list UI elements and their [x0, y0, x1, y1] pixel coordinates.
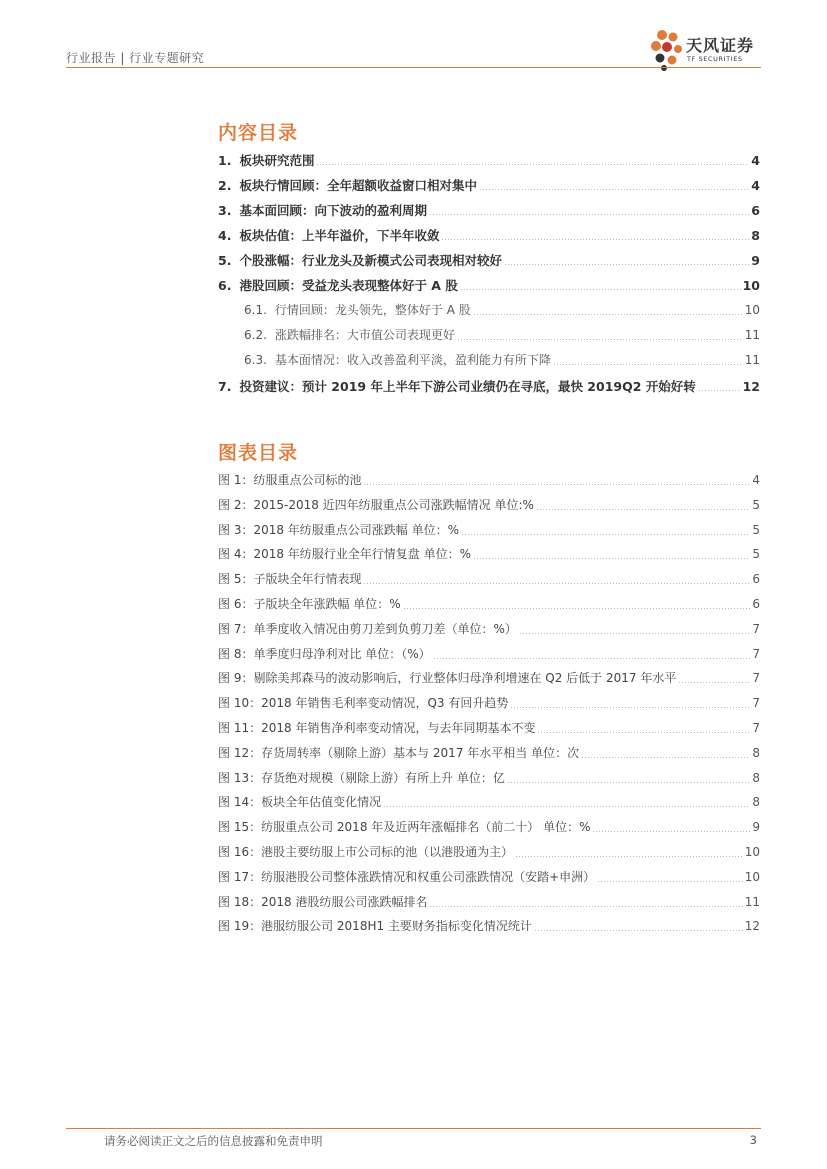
toc-entry[interactable] — [218, 176, 760, 194]
figure-entry-page: 5 — [752, 497, 760, 512]
toc-entry-page: 10 — [744, 303, 760, 317]
dot-leader — [515, 856, 743, 857]
toc-entry[interactable] — [244, 351, 760, 369]
figure-entry[interactable] — [218, 620, 760, 638]
toc-entry-num: 6.2. — [244, 328, 267, 342]
logo-flower-icon — [648, 27, 688, 71]
figure-entry-num: 图 17： — [218, 869, 262, 884]
figure-entry-num: 图 5： — [218, 572, 254, 587]
figure-entry-num: 图 11： — [218, 721, 262, 735]
toc-entry-page: 4 — [751, 153, 760, 168]
dot-leader — [537, 732, 750, 733]
figure-entry-page: 5 — [752, 522, 760, 537]
figure-entry-num: 图 8： — [218, 646, 254, 661]
figure-entry-title: 2018 年纺服行业全年行情复盘 单位：% — [253, 547, 472, 562]
figure-entry-page: 7 — [752, 621, 760, 636]
figure-entry-page: 7 — [752, 696, 760, 711]
figure-entry-title: 纺服重点公司标的池 — [253, 473, 362, 487]
header-category: 行业报告 | 行业专题研究 — [66, 51, 205, 65]
figure-entry-num: 图 6： — [218, 597, 254, 611]
toc-entry-page: 11 — [744, 353, 760, 367]
toc-entry-title: 板块估值：上半年溢价，下半年收敛 — [239, 228, 440, 243]
toc-entry-num: 6.3. — [244, 353, 267, 367]
toc-entry-page: 10 — [742, 278, 760, 293]
toc-title: 内容目录 — [218, 122, 299, 144]
figure-entry[interactable] — [218, 868, 760, 886]
figure-entry-page: 8 — [752, 745, 760, 760]
figure-entry-title: 存货周转率（剔除上游）基本与 2017 年水平相当 单位：次 — [261, 745, 580, 760]
figure-entry-page: 4 — [752, 473, 760, 487]
toc-entry-num: 6. — [218, 278, 232, 293]
figure-entry-num: 图 14： — [218, 795, 262, 810]
dot-leader — [316, 164, 749, 165]
toc-entry-page: 9 — [751, 253, 760, 268]
figure-entry-num: 图 12： — [218, 745, 262, 760]
dot-leader — [429, 214, 749, 215]
toc-entry-title: 行情回顾：龙头领先，整体好于 A 股 — [274, 303, 471, 317]
dot-leader — [383, 806, 750, 807]
toc-entry-title: 板块研究范围 — [239, 153, 315, 168]
toc-entry-num: 4. — [218, 228, 232, 243]
figure-entry-title: 2015-2018 近四年纺服重点公司涨跌幅情况 单位:% — [253, 497, 534, 512]
dot-leader — [553, 364, 743, 365]
dot-leader — [363, 484, 750, 485]
figure-entry-title: 2018 港股纺服公司涨跌幅排名 — [261, 894, 428, 909]
toc-entry-num: 2. — [218, 178, 232, 193]
dot-leader — [698, 390, 741, 391]
figure-entry-num: 图 18： — [218, 894, 262, 909]
dot-leader — [504, 264, 749, 265]
figure-entry-num: 图 4： — [218, 547, 254, 562]
figure-entry-num: 图 2： — [218, 497, 254, 512]
figure-entry[interactable] — [218, 744, 760, 762]
figure-entry-title: 板块全年估值变化情况 — [261, 795, 382, 810]
figure-entry-title: 2018 年销售净利率变动情况，与去年同期基本不变 — [261, 721, 536, 735]
toc-entry-page: 4 — [751, 178, 760, 193]
dot-leader — [678, 682, 750, 683]
dot-leader — [433, 658, 751, 659]
figure-entry[interactable] — [218, 694, 760, 712]
toc-entry-title: 基本面回顾：向下波动的盈利周期 — [239, 203, 427, 218]
figure-entry-page: 8 — [752, 770, 760, 785]
toc-entry-num: 3. — [218, 203, 232, 218]
figure-entry[interactable] — [218, 793, 760, 811]
dot-leader — [429, 906, 742, 907]
figure-entry-page: 7 — [752, 721, 760, 735]
dot-leader — [581, 757, 750, 758]
figure-entry[interactable] — [218, 570, 760, 588]
figure-entry-num: 图 1： — [218, 473, 254, 487]
dot-leader — [507, 782, 750, 783]
figure-entry-title: 剔除美邦森马的波动影响后，行业整体归母净利增速在 Q2 后低于 2017 年水平 — [253, 671, 677, 686]
toc-entry-page: 6 — [751, 203, 760, 218]
dot-leader — [457, 339, 743, 340]
dot-leader — [479, 189, 749, 190]
header-divider — [66, 67, 761, 68]
figure-entry[interactable] — [218, 893, 760, 911]
figure-entry-page: 9 — [752, 820, 760, 835]
dot-leader — [403, 608, 751, 609]
figure-entry[interactable] — [218, 521, 760, 539]
dot-leader — [441, 239, 749, 240]
figure-entry-num: 图 9： — [218, 671, 254, 686]
dot-leader — [597, 881, 743, 882]
toc-entry-num: 7. — [218, 379, 232, 394]
figure-entry-page: 6 — [752, 597, 760, 611]
figure-entry-page: 5 — [752, 547, 760, 562]
figure-entry-page: 12 — [744, 919, 760, 934]
dot-leader — [473, 314, 743, 315]
figure-entry-page: 6 — [752, 572, 760, 587]
toc-entry-page: 8 — [751, 228, 760, 243]
figure-entry-num: 图 16： — [218, 845, 262, 859]
figure-entry-num: 图 13： — [218, 770, 262, 785]
footer-disclaimer: 请务必阅读正文之后的信息披露和免责申明 — [104, 1134, 323, 1148]
figure-entry[interactable] — [218, 545, 760, 563]
toc-entry-num: 5. — [218, 253, 232, 268]
figure-entry[interactable] — [218, 471, 760, 489]
toc-entry[interactable] — [218, 151, 760, 169]
toc-entry-num: 1. — [218, 153, 232, 168]
toc-entry-title: 涨跌幅排名：大市值公司表现更好 — [274, 328, 455, 342]
figure-entry-title: 子版块全年涨跌幅 单位：% — [253, 597, 401, 611]
toc-entry[interactable] — [244, 301, 760, 319]
figure-entry-title: 单季度收入情况由剪刀差到负剪刀差（单位：%） — [253, 621, 517, 636]
dot-leader — [519, 633, 751, 634]
toc-entry-page: 12 — [742, 379, 760, 394]
figure-entry[interactable] — [218, 645, 760, 663]
dot-leader — [510, 707, 750, 708]
figure-entry[interactable] — [218, 917, 760, 935]
footer-divider — [66, 1128, 761, 1129]
figure-entry-num: 图 3： — [218, 522, 254, 537]
toc-entry-num: 6.1. — [244, 303, 267, 317]
figure-entry-title: 港服纺服公司 2018H1 主要财务指标变化情况统计 — [261, 919, 532, 934]
figure-entry-title: 2018 年销售毛利率变动情况，Q3 有回升趋势 — [261, 696, 509, 711]
figure-entry[interactable] — [218, 669, 760, 687]
toc-entry-title: 基本面情况：收入改善盈利平淡，盈利能力有所下降 — [274, 353, 551, 367]
dot-leader — [460, 289, 741, 290]
dot-leader — [536, 509, 750, 510]
toc-entry-title: 个股涨幅：行业龙头及新模式公司表现相对较好 — [239, 253, 502, 268]
figure-entry-title: 2018 年纺服重点公司涨跌幅 单位：% — [253, 522, 460, 537]
toc-entry-title: 投资建议：预计 2019 年上半年下游公司业绩仍在寻底，最快 2019Q2 开始好转 — [239, 379, 696, 394]
figure-entry-num: 图 19： — [218, 919, 262, 934]
figure-entry[interactable] — [218, 843, 760, 861]
figure-entry-title: 纺服港股公司整体涨跌情况和权重公司涨跌情况（安踏+申洲） — [261, 869, 596, 884]
figure-entry-title: 港股主要纺服上市公司标的池（以港股通为主） — [261, 845, 514, 859]
dot-leader — [363, 583, 750, 584]
brand-name-cn: 天风证券 — [686, 36, 755, 55]
figure-entry[interactable] — [218, 769, 760, 787]
figure-entry[interactable] — [218, 719, 760, 737]
figures-title: 图表目录 — [218, 442, 299, 464]
figure-entry-num: 图 7： — [218, 621, 254, 636]
page-number: 3 — [749, 1133, 757, 1147]
toc-entry[interactable] — [244, 326, 760, 344]
brand-name-en: TF SECURITIES — [687, 55, 743, 63]
toc-entry-title: 板块行情回顾：全年超额收益窗口相对集中 — [239, 178, 477, 193]
dot-leader — [592, 831, 750, 832]
toc-entry[interactable] — [218, 226, 760, 244]
figure-entry[interactable] — [218, 595, 760, 613]
company-logo — [648, 27, 768, 71]
figure-entry-page: 10 — [744, 845, 760, 859]
toc-entry[interactable] — [218, 201, 760, 219]
dot-leader — [534, 930, 743, 931]
figure-entry-page: 7 — [752, 671, 760, 686]
toc-entry-title: 港股回顾：受益龙头表现整体好于 A 股 — [239, 278, 458, 293]
figure-entry-num: 图 15： — [218, 820, 262, 835]
figure-entry-page: 8 — [752, 795, 760, 810]
dot-leader — [473, 558, 750, 559]
figure-entry-title: 子版块全年行情表现 — [253, 572, 362, 587]
toc-entry[interactable] — [218, 276, 760, 294]
toc-entry[interactable] — [218, 377, 760, 395]
dot-leader — [461, 534, 750, 535]
figure-entry-page: 11 — [744, 894, 760, 909]
figure-entry-page: 10 — [744, 869, 760, 884]
figure-entry[interactable] — [218, 496, 760, 514]
figure-entry-title: 纺服重点公司 2018 年及近两年涨幅排名（前二十） 单位：% — [261, 820, 591, 835]
figure-entry-page: 7 — [752, 646, 760, 661]
toc-entry-page: 11 — [744, 328, 760, 342]
figure-entry-title: 单季度归母净利对比 单位：（%） — [253, 646, 431, 661]
figure-entry-title: 存货绝对规模（剔除上游）有所上升 单位：亿 — [261, 770, 505, 785]
figure-entry[interactable] — [218, 818, 760, 836]
figure-entry-num: 图 10： — [218, 696, 262, 711]
toc-entry[interactable] — [218, 251, 760, 269]
